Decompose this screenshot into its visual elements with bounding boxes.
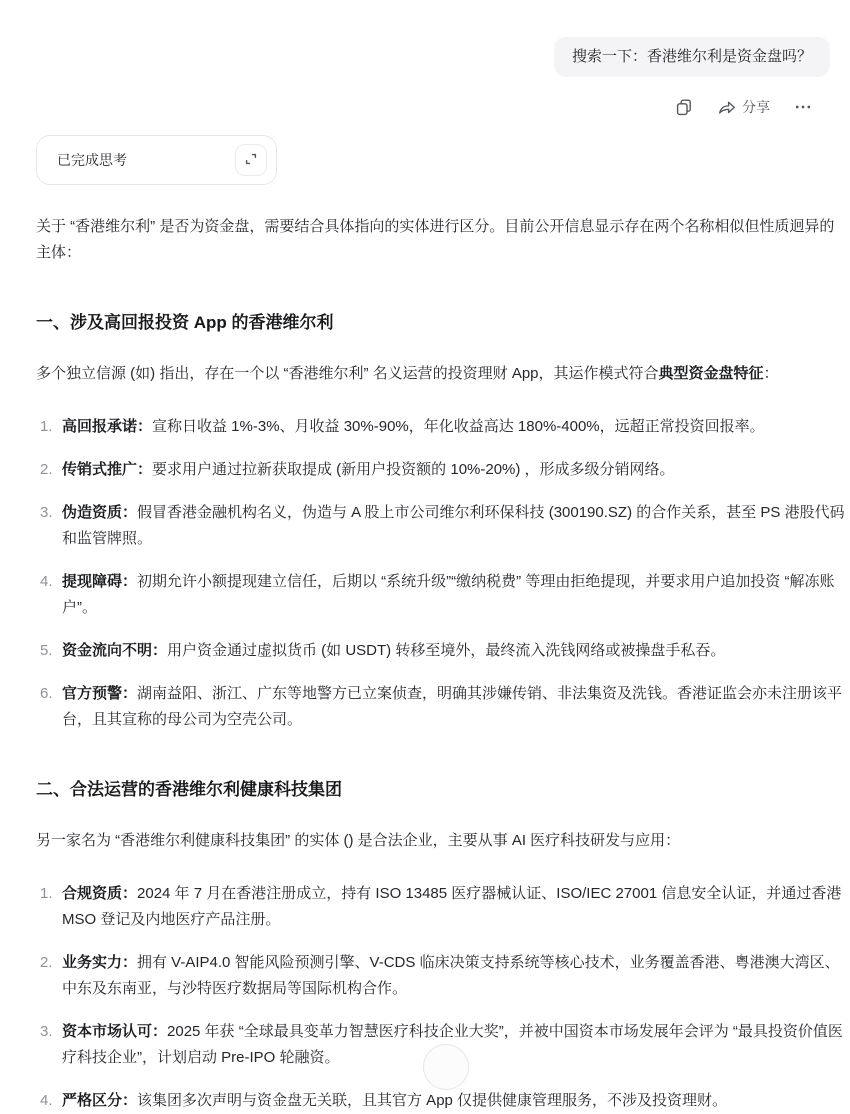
item-number: 1. — [40, 418, 53, 435]
item-body — [62, 414, 848, 440]
list-item — [40, 1088, 848, 1114]
section-1-heading: 一、涉及高回报投资 App 的香港维尔利 — [36, 313, 334, 332]
item-body — [62, 457, 848, 483]
item-text: 要求用户通过拉新获取提成 (新用户投资额的 10%-20%) ，形成多级分销网络。 — [152, 461, 675, 478]
item-body — [62, 1088, 848, 1114]
item-body — [62, 638, 848, 664]
thinking-status-label: 已完成思考 — [57, 152, 127, 168]
item-number: 3. — [40, 1023, 53, 1040]
section-2-lead — [36, 828, 848, 854]
assistant-answer — [36, 214, 848, 1114]
section-2-lead-text: 另一家名为 “香港维尔利健康科技集团” 的实体 () 是合法企业，主要从事 AI 医疗科技研发与应用： — [36, 832, 681, 849]
item-term: 合规资质： — [62, 885, 138, 902]
section-1-list — [36, 414, 848, 733]
list-item — [40, 950, 848, 1002]
item-body — [62, 569, 848, 621]
user-message-row — [0, 0, 850, 77]
item-text: 拥有 V-AIP4.0 智能风险预测引擎、V-CDS 临床决策支持系统等核心技术，业务覆盖香港、粤港澳大湾区、中东及东南亚，与沙特医疗数据局等国际机构合作。 — [62, 954, 840, 997]
copy-icon — [675, 98, 693, 116]
section-1-lead-text: 多个独立信源 (如) 指出，存在一个以 “香港维尔利” 名义运营的投资理财 App，其运作模式符合 — [36, 365, 659, 382]
section-1-lead-tail: ： — [763, 365, 779, 382]
expand-thinking-button[interactable] — [235, 144, 267, 176]
list-item — [40, 414, 848, 440]
item-number: 6. — [40, 685, 53, 702]
item-text: 假冒香港金融机构名义，伪造与 A 股上市公司维尔利环保科技 (300190.SZ) 的合作关系，甚至 PS 港股代码和监管牌照。 — [62, 504, 845, 547]
item-term: 高回报承诺： — [62, 418, 153, 435]
item-term: 传销式推广： — [62, 461, 153, 478]
item-term: 资本市场认可： — [62, 1023, 168, 1040]
section-1-lead — [36, 361, 848, 387]
item-text: 2024 年 7 月在香港注册成立，持有 ISO 13485 医疗器械认证、ISO/IEC 27001 信息安全认证，并通过香港 MSO 登记及内地医疗产品注册。 — [62, 885, 842, 928]
item-body — [62, 681, 848, 733]
item-number: 2. — [40, 954, 53, 971]
item-term: 资金流向不明： — [62, 642, 168, 659]
message-toolbar — [0, 77, 850, 117]
list-item — [40, 881, 848, 933]
list-item — [40, 569, 848, 621]
more-button[interactable] — [794, 98, 812, 116]
item-text: 湖南益阳、浙江、广东等地警方已立案侦查，明确其涉嫌传销、非法集资及洗钱。香港证监会亦未注册该平台，且其宣称的母公司为空壳公司。 — [62, 685, 843, 728]
item-body — [62, 500, 848, 552]
item-body — [62, 881, 848, 933]
list-item — [40, 681, 848, 733]
section-2-heading: 二、合法运营的香港维尔利健康科技集团 — [36, 780, 342, 799]
item-term: 业务实力： — [62, 954, 138, 971]
item-body — [62, 950, 848, 1002]
item-term: 严格区分： — [62, 1092, 138, 1109]
section-1-lead-bold: 典型资金盘特征 — [658, 365, 764, 382]
item-number: 5. — [40, 642, 53, 659]
copy-button[interactable] — [675, 98, 693, 116]
item-term: 官方预警： — [62, 685, 138, 702]
item-number: 4. — [40, 573, 53, 590]
item-number: 2. — [40, 461, 53, 478]
item-term: 提现障碍： — [62, 573, 138, 590]
share-label: 分享 — [742, 99, 770, 115]
item-number: 3. — [40, 504, 53, 521]
thinking-status-pill[interactable] — [36, 135, 277, 185]
item-term: 伪造资质： — [62, 504, 138, 521]
list-item — [40, 500, 848, 552]
item-number: 4. — [40, 1092, 53, 1109]
answer-intro: 关于 “香港维尔利” 是否为资金盘，需要结合具体指向的实体进行区分。目前公开信息显示存在两个名称相似但性质迥异的主体： — [36, 218, 835, 261]
item-text: 用户资金通过虚拟货币 (如 USDT) 转移至境外，最终流入洗钱网络或被操盘手私吞。 — [167, 642, 726, 659]
list-item — [40, 638, 848, 664]
expand-icon — [243, 151, 259, 170]
item-text: 初期允许小额提现建立信任，后期以 “系统升级”“缴纳税费” 等理由拒绝提现，并要求用户追加投资 “解冻账户”。 — [62, 573, 835, 616]
list-item — [40, 457, 848, 483]
item-number: 1. — [40, 885, 53, 902]
more-ellipsis-icon — [794, 98, 812, 116]
item-text: 2025 年获 “全球最具变革力智慧医疗科技企业大奖”，并被中国资本市场发展年会评为 “最具投资价值医疗科技企业”，计划启动 Pre-IPO 轮融资。 — [62, 1023, 843, 1066]
share-arrow-icon — [717, 98, 736, 116]
share-button[interactable] — [717, 97, 770, 117]
item-text: 宣称日收益 1%-3%、月收益 30%-90%，年化收益高达 180%-400%，远超正常投资回报率。 — [152, 418, 765, 435]
item-text: 该集团多次声明与资金盘无关联，且其官方 App 仅提供健康管理服务，不涉及投资理财。 — [137, 1092, 728, 1109]
user-message-bubble: 搜索一下：香港维尔利是资金盘吗？ — [554, 37, 830, 77]
